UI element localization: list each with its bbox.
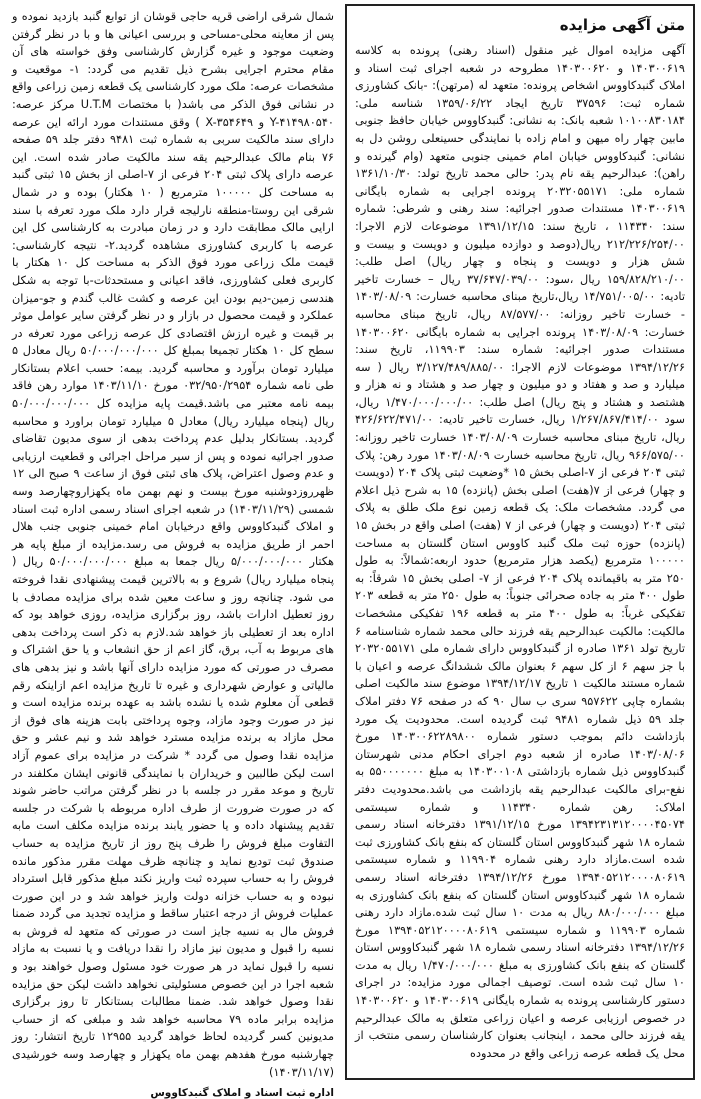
notice-left-column (6, 4, 340, 1099)
issuing-office-signature: اداره ثبت اسناد و املاک گنبدکاووس (150, 1087, 334, 1099)
notice-right-column (345, 4, 695, 1080)
auction-notice-page (6, 4, 695, 1099)
notice-body-part-1: آگهی مزایده اموال غیر منقول (اسناد رهنی) پرونده به کلاسه ۱۴۰۳۰۰۶۱۹ و ۱۴۰۳۰۰۶۲۰ مطروحه در شعبه اجرای ثبت اسناد و املاک گنبدکاووس اشخاص پرونده: متعهد له (مرتهن): -بانک کشاورزی شماره ثبت: ۳۷۵۹۶ تاریخ ایجاد ۱۳۵۹/۰۶/۲۲ شناسه ملی: ۱۰۱۰۰۸۳۰۱۸۴ شعبه بانک: به نشانی: گنبدکاووس خیابان حافظ جنوبی مابین چهار راه میهن و امام زاده با نمایندگی حسینعلی روشن دل به نشانی: گنبدکاووس خیابان امام خمینی جنوبی متعهد (وام گیرنده و راهن): عبدالرحیم یقه نام پدر: حالی محمد تاریخ تولد: ۱۳۶۱/۱۰/۳۰ شماره ملی: ۲۰۳۲۰۵۵۱۷۱ پرونده اجرایی به شماره بایگانی ۱۴۰۳۰۰۶۱۹ مستندات صدور اجرائیه: سند رهنی و شرطی: شماره سند: ۱۱۴۳۴۰ ، تاریخ سند: ۱۳۹۱/۱۲/۱۵ موضوعات لازم الاجرا: ۲۱۲/۲۲۶/۲۵۴/۰۰ ریال(دوصد و دوازده میلیون و دویست و بیست و شش هزار و دویست و پنجاه و چهار ریال) اصل طلب: ۱۵۹/۸۲۸/۲۱۰/۰۰ ریال ،سود: ۳۷/۶۴۷/۰۳۹/۰۰ ریال – خسارت تاخیر تادیه: ۱۴/۷۵۱/۰۰۵/۰۰ ریال،تاریخ مبنای محاسبه خسارت: ۱۴۰۳/۰۸/۰۹ - خسارت تاخیر روزانه: ۸۷/۵۷۷/۰۰ ریال، تاریخ مبنای محاسبه خسارت: ۱۴۰۳/۰۸/۰۹ پرونده اجرایی به شماره بایگانی ۱۴۰۳۰۰۶۲۰ مستندات صدور اجرائیه: شماره سند: ۱۱۹۹۰۳، تاریخ سند: ۱۳۹۴/۱۲/۲۶ موضوعات لازم الاجرا: ۳/۱۲۷/۴۸۹/۸۸۵/۰۰ ریال ( سه میلیارد و صد و هفتاد و دو میلیون و چهار صد و هشتاد و نه هزار و هشتصد و هشتاد و پنج ریال) اصل طلب: ۱/۴۷۰/۰۰۰/۰۰۰/۰۰ ریال، سود ۱/۲۶۷/۸۶۷/۴۱۴/۰۰ ریال، خسارت تاخیر تادیه: ۴۲۶/۶۲۲/۴۷۱/۰۰ ریال، تاریخ مبنای محاسبه خسارت ۱۴۰۳/۰۸/۰۹ خسارت تاخیر روزانه: ۹۶۶/۵۷۵/۰۰ ریال، تاریخ محاسبه خسارت ۱۴۰۳/۰۸/۰۹ مورد رهن: پلاک ثبتی ۲۰۴ فرعی از ۷-اصلی بخش ۱۵ *وضعیت ثبتی پلاک ۲۰۴ (دویست و چهار) فرعی از ۷(هفت) اصلی بخش (پانزده) ۱۵ به شرح ذیل اعلام می گردد. مشخصات ملک: یک قطعه زمین نوع ملک طلق به پلاک ثبتی ۲۰۴ (دویست و چهار) فرعی از ۷ (هفت) اصلی واقع در بخش ۱۵ (پانزده) حوزه ثبت ملک گنبد کاووس استان گلستان به مساحت ۱۰۰۰۰۰ مترمربع (یکصد هزار مترمربع) حدود اربعه:شمالاً: به طول ۲۵۰ متر به باقیمانده پلاک ۲۰۴ فرعی از ۷- اصلی بخش ۱۵ شرقاً: به طول ۴۰۰ متر به جاده صحرائی جنوباً: به طول ۲۵۰ متر به قطعه ۲۰۳ تفکیکی غرباً: به طول ۴۰۰ متر به قطعه ۱۹۶ تفکیکی مشخصات مالکیت: مالکیت عبدالرحیم یقه فرزند حالی محمد شماره شناسنامه ۶ تاریخ تولد ۱۳۶۱ صادره از گنبدکاووس دارای شماره ملی ۲۰۳۲۰۵۵۱۷۱ با جز سهم ۶ از کل سهم ۶ بعنوان مالک ششدانگ عرصه و اعیان با شماره مستند مالکیت ۱ تاریخ ۱۳۹۴/۱۲/۱۷ موضوع سند مالکیت اصلی بشماره چاپی ۹۵۷۶۲۲ سری ب سال ۹۰ که در صفحه ۷۶ دفتر املاک جلد ۵۹ ذیل شماره ۹۴۸۱ ثبت گردیده است. محدودیت یک مورد بازداشت دائم بموجب دستور شماره ۱۴۰۳۰۰۶۲۲۸۹۸۰۰ مورخ ۱۴۰۳/۰۸/۰۶ صادره از شعبه دوم اجرای احکام مدنی شهرستان گنبدکاووس ذیل شماره بازداشتی ۱۴۰۳۰۰۱۰۸ به مبلغ ۵۵۰۰۰۰۰۰۰ به نفع-برای مالکیت عبدالرحیم یقه بازداشت می باشد.محدودیت دفتر املاک: رهن شماره ۱۱۴۳۴۰ و شماره سیستمی ۱۳۹۴۲۳۱۳۱۲۰۰۰۰۴۵۰۷۴ مورخ ۱۳۹۱/۱۲/۱۵ دفترخانه اسناد رسمی شماره ۱۸ شهر گنبدکاووس استان گلستان که بنفع بانک کشاورزی ثبت شده است.مازاد دارد رهنی شماره ۱۱۹۹۰۴ و شماره سیستمی ۱۳۹۴۰۵۲۱۲۰۰۰۰۸۰۶۱۹ مورخ ۱۳۹۴/۱۲/۲۶ دفترخانه اسناد رسمی شماره ۱۸ شهر گنبدکاووس استان گلستان که بنفع بانک کشاورزی به مبلغ ۸۸۰/۰۰۰/۰۰۰ ریال به مدت ۱۰ سال ثبت شده.مازاد دارد رهنی شماره ۱۱۹۹۰۳ و شماره سیستمی ۱۳۹۴۰۵۲۱۲۰۰۰۰۸۰۶۱۹ مورخ ۱۳۹۴/۱۲/۲۶ دفترخانه اسناد رسمی شماره ۱۸ شهر گنبدکاووس استان گلستان که بنفع بانک کشاورزی به مبلغ ۱/۴۷۰/۰۰۰/۰۰۰ ریال به مدت ۱۰ سال ثبت شده است. توصیف اجمالی مورد مزایده: در اجرای دستور کارشناسی پرونده به شماره بایگانی ۱۴۰۳۰۰۶۱۹ و ۱۴۰۳۰۰۶۲۰ در خصوص ارزیابی عرصه و اعیان زراعی متعلق به مالک عبدالرحیم یقه فرزند حالی محمد ، اینجانب بعنوان کارشناسان رسمی منتخب از محل یک قطعه عرصه زراعی واقع در محدوده (355, 44, 686, 1060)
notice-title: متن آگهی مزایده (559, 16, 685, 34)
notice-body-part-2: شمال شرقی اراضی قریه حاجی قوشان از توابع گنبد بازدید نموده و پس از معاینه محلی-مساحی و بررسی اعیانی ها و با در نظر گرفتن وضعیت موجود و غیره گزارش کارشناسی وفق خواسته های آن مقام محترم اجرایی بشرح ذیل تقدیم می گردد: ۱- موقعیت و مشخصات عرصه: ملک مورد کارشناسی یک قطعه زمین زراعی واقع در نشانی فوق الذکر می باشد( با مختصات U.T.M مرکز عرصه: Y-۴۱۴۹۸۰۵۴۰ و X-۳۵۴۶۴۹ ) وقق مستندات مورد ارائه این عرصه دارای سند مالکیت سربی به شماره ثبت ۹۴۸۱ دفتر جلد ۵۹ صفحه ۷۶ بنام مالک عبدالرحیم یقه سند مالکیت صادر شده است. این عرصه دارای پلاک ثبتی ۲۰۴ فرعی از ۷-اصلی از بخش ۱۵ ثبتی گنبد به مساحت کل ۱۰۰۰۰۰ مترمربع ( ۱۰ هکتار) بوده و در شمال شرقی این روستا-منطقه نارلیجه قرار دارد ملک مورد تعرفه با سند ارایی مالک مطابقت دارد و در زمان مبادرت به کارشناسی کل این عرصه با کاربری کشاورزی مشاهده گردید.۲- نتیجه کارشناسی: قیمت ملک زراعی مورد فوق الذکر به مساحت کل ۱۰ هکتار با کاربری فعلی کشاورزی، فاقد اعیانی و مستحدثات-با توجه به شکل هندسی زمین-دیم بودن این عرصه و کشت غالب گندم و جو-میزان عملکرد و قیمت محصول در بازار و در نظر گرفتن سایر عوامل موثر بر قیمت و غیره ارزش اقتصادی کل عرصه زراعی مورد تعرفه در سطح کل ۱۰ هکتار تجمیعا بمبلغ کل ۵۰/۰۰۰/۰۰۰/۰۰۰ ریال معادل ۵ میلیارد تومان برآورد و محاسبه گردید. بیمه: حسب اعلام بستانکار طی نامه شماره ۰۳۲/۹۵۰/۲۹۵۴ مورخ ۱۴۰۳/۱۱/۱۰ موارد رهن فاقد بیمه نامه معتبر می باشد.قیمت پایه مزایده کل ۵۰/۰۰۰/۰۰۰/۰۰۰ ریال (پنجاه میلیارد ریال) معادل ۵ میلیارد تومان براورد و محاسبه گردید. بستانکار بدلیل عدم پرداخت بدهی از سوی مدیون تقاضای صدور اجرائیه نموده و پس از سیر مراحل اجرائی و قطعیت ارزیابی و عدم وصول اعتراض، پلاک های ثبتی فوق از ساعت ۹ صبح الی ۱۲ ظهرروزدوشنبه مورخ بیست و نهم بهمن ماه یکهزاروچهارصد وسه شمسی (۱۴۰۳/۱۱/۲۹) در شعبه اجرای اسناد رسمی اداره ثبت اسناد و املاک گنبدکاووس واقع درخیابان امام خمینی جنوبی جنب هلال احمر از طریق مزایده به فروش می رسد.مزایده از مبلغ پایه هر هکتار ۵/۰۰۰/۰۰۰/۰۰۰ ریال جمعا به مبلغ ۵۰/۰۰۰/۰۰۰/۰۰۰ ریال ( پنجاه میلیارد ریال) شروع و به بالاترین قیمت پیشنهادی نقدا فروخته می شود. چنانچه روز و ساعت معین شده برای مزایده مصادف با روز تعطیل ادارات باشد، روز برگزاری مزایده، روزی خواهد بود که اداره بعد از تعطیلی باز خواهد شد.لازم به ذکر است پرداخت بدهی های مربوط به آب، برق، گاز اعم از حق انشعاب و یا حق اشتراک و مصرف در صورتی که مورد مزایده دارای آنها باشد و نیز بدهی های مالیاتی و عوارض شهرداری و غیره تا تاریخ مزایده اعم ازاینکه رقم قطعی آن معلوم شده یا نشده باشد به عهده برنده مزایده است و نیز در صورت وجود مازاد، وجوه پرداختی بابت هزینه های فوق از محل مازاد به برنده مزایده مسترد خواهد شد و نیم عشر و حق مزایده نقدا وصول می گردد * شرکت در مزایده برای عموم آزاد است لیکن طالبین و خریداران با نمایندگی قانونی ایشان مکلفند در تاریخ و موعد مقرر در جلسه با در نظر گرفتن مراتب حاضر شوند که در صورت ضرورت از طرف اداره مربوطه با شرکت در جلسه تقدیم پیشنهاد داده و یا حضور یابند برنده مزایده مکلف است مابه التفاوت مبلغ فروش را ظرف پنج روز از تاریخ مزایده به حساب صندوق ثبت تودیع نماید و چنانچه ظرف مهلت مقرر مذکور مانده فروش را به حساب سپرده ثبت واریز نکند مبلغ مذکور قابل استرداد نبوده و به حساب خزانه دولت واریز خواهد شد و در این صورت عملیات فروش از درجه اعتبار ساقط و مزایده تجدید می گردد ضمنا فروش مال به نسیه جایز است در صورتی که متعهد له فروش به نسیه را قبول و مدیون نیز مازاد را نقدا دریافت و یا نسبت به مازاد نسیه را قبول نماید در هر صورت خود مسئول وصول خواهند بود و شعبه اجرا در این خصوص مسئولیتی نخواهد داشت لیکن حق مزایده نقدا وصول خواهد شد. ضمنا مطالبات بستانکار تا روز برگزاری مزایده برابر ماده ۷۹ محاسبه خواهد شد و مبلغی که از حساب مدیونین کسر گردیده لحاظ خواهد گردید ۱۲۹۵۵ تاریخ انتشار: روز چهارشنبه مورخ هفدهم بهمن ماه یکهزار و چهارصد وسه خورشیدی (۱۴۰۳/۱۱/۱۷) (12, 10, 335, 1079)
